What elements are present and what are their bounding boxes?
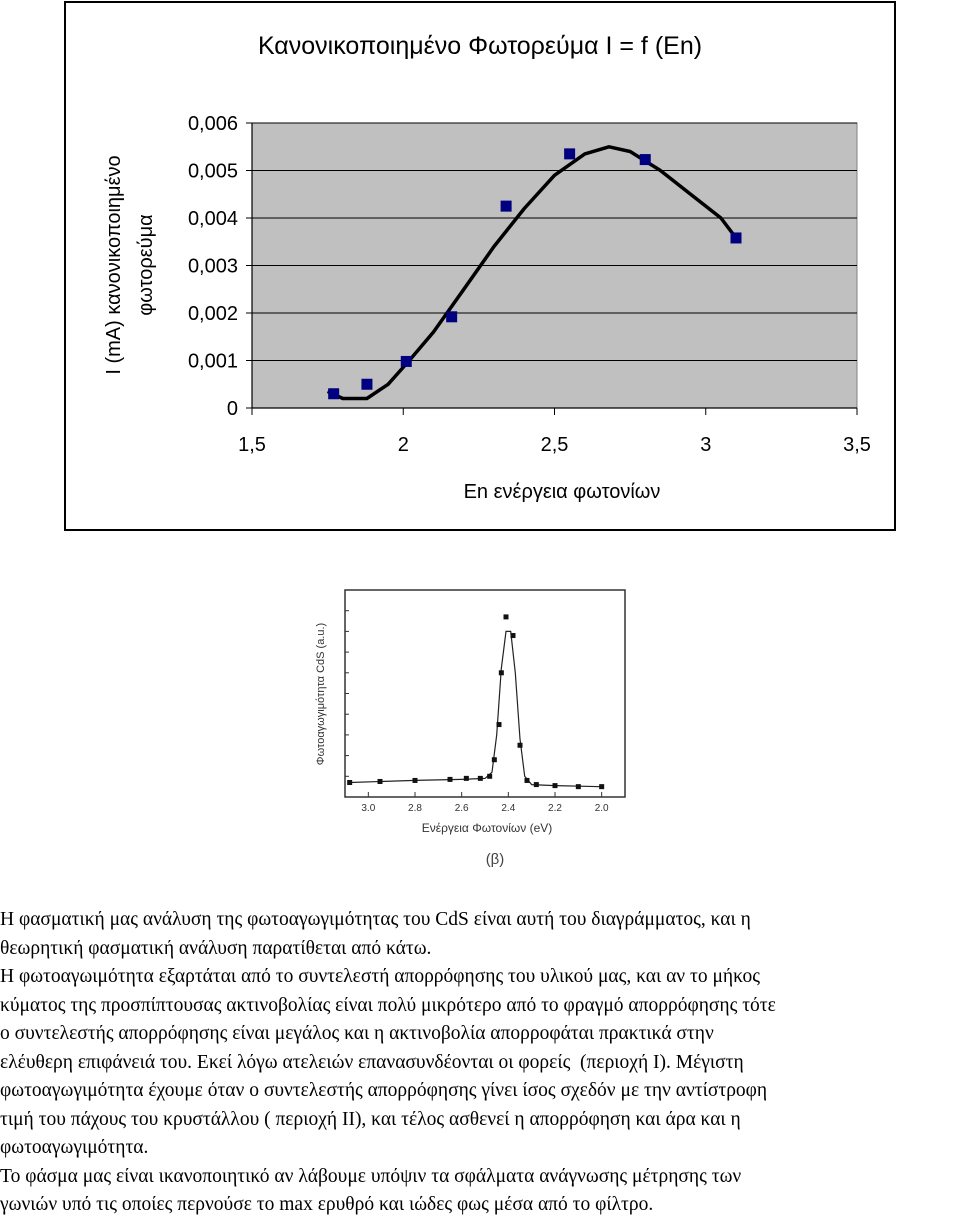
x-tick-label: 2,5	[540, 434, 569, 456]
y-tick-label: 0,002	[187, 303, 238, 325]
y-axis-title-line2: φωτορεύμα	[135, 214, 157, 316]
data-point	[640, 154, 651, 165]
reference-spectrum-svg	[300, 582, 640, 872]
text-line: θεωρητική φασματική ανάλυση παρατίθεται από κάτω.	[0, 937, 432, 959]
reference-spectrum-figure	[300, 582, 640, 872]
frame	[345, 590, 625, 797]
text-line: φωτοαγωγιμότητα.	[0, 1137, 149, 1158]
paragraph	[0, 906, 960, 963]
y-tick-label: 0,006	[187, 113, 238, 135]
data-point	[361, 379, 372, 390]
text-line: ελέυθερη επιφάνειά του. Εκεί λόγω ατελειών επανασυνδέονται οι φορείς (περιοχή Ι). Μέγιστη	[0, 1051, 744, 1073]
data-point	[504, 614, 509, 619]
data-point	[564, 148, 575, 159]
data-point	[378, 779, 383, 784]
x-tick-label: 2.4	[501, 803, 516, 814]
paragraph	[0, 963, 960, 1163]
description-text	[0, 906, 960, 1220]
y-tick-label: 0,004	[187, 208, 238, 230]
text-line: κύματος της προσπίπτουσας ακτινοβολίας είναι πολύ μικρότερο από το φραγμό απορρόφησης τότε	[0, 994, 776, 1016]
photocurrent-chart	[64, 1, 896, 531]
x-tick-label: 2.6	[454, 803, 469, 814]
x-axis-title: Ενέργεια Φωτονίων (eV)	[421, 821, 553, 835]
x-axis-title: En ενέργεια φωτονίων	[463, 481, 661, 503]
x-tick-label: 1,5	[238, 434, 266, 456]
x-tick-label: 3,5	[843, 434, 871, 456]
text-line: τιμή του πάχους του κρυστάλλου ( περιοχή ΙΙ), και τέλος ασθενεί η απορρόφηση και άρα και η	[0, 1108, 741, 1130]
data-point	[576, 784, 581, 789]
fit-curve	[350, 631, 602, 786]
text-line: γωνιών υπό τις οποίες περνούσε το max ερυθρό και ιώδες φως μέσα από το φίλτρο.	[0, 1194, 654, 1215]
data-point	[446, 311, 457, 322]
data-point	[492, 757, 497, 762]
y-tick-label: 0	[226, 398, 238, 420]
y-axis-title: Φωτοαγωγιμότητα CdS (a.u.)	[315, 622, 327, 766]
data-point	[413, 778, 418, 783]
data-point	[497, 722, 502, 727]
x-tick-label: 2	[397, 434, 409, 456]
data-point	[478, 776, 483, 781]
data-point	[511, 633, 516, 638]
data-point	[553, 783, 558, 788]
y-tick-label: 0,005	[187, 160, 238, 183]
y-tick-label: 0,003	[187, 255, 238, 278]
data-point	[599, 784, 604, 789]
data-point	[525, 778, 530, 783]
x-tick-label: 2.0	[594, 803, 609, 814]
x-tick-label: 2.8	[408, 803, 422, 814]
y-tick-label: 0,001	[187, 350, 238, 373]
data-point	[499, 670, 504, 675]
data-point	[501, 201, 512, 212]
data-point	[534, 782, 539, 787]
photocurrent-chart-svg	[66, 3, 894, 529]
chart-title: Κανονικοποιημένο Φωτορεύμα I = f (En)	[257, 32, 703, 60]
data-point	[328, 388, 339, 399]
text-line: φωτοαγωγιμότητα έχουμε όταν ο συντελεστής απορρόφησης γίνει ίσος σχεδόν με την αντίστροφη	[0, 1080, 768, 1101]
x-tick-label: 2.2	[548, 803, 562, 814]
text-line: ο συντελεστής απορρόφησης είναι μεγάλος και η ακτινοβολία απορροφάται πρακτικά στην	[0, 1023, 714, 1044]
data-point	[448, 777, 453, 782]
y-axis-title-line1: I (mA) κανονικοποιημένο	[103, 155, 125, 375]
data-point	[487, 774, 492, 779]
data-point	[518, 743, 523, 748]
data-point	[464, 776, 469, 781]
text-line: Η φωτοαγωιμότητα εξαρτάται από το συντελεστή απορρόφησης του υλικού μας, και αν το μήκος	[0, 966, 760, 987]
text-line: Το φάσμα μας είναι ικανοποιητικό αν λάβουμε υπόψιν τα σφάλματα ανάγνωσης μέτρησης των	[0, 1165, 742, 1187]
data-point	[401, 356, 412, 367]
paragraph	[0, 1163, 960, 1220]
data-point	[731, 232, 742, 243]
x-tick-label: 3	[700, 434, 712, 456]
x-tick-label: 3.0	[361, 803, 376, 814]
data-point	[347, 780, 352, 785]
figure-caption: (β)	[485, 851, 505, 868]
text-line: Η φασματική μας ανάλυση της φωτοαγωγιμότητας του CdS είναι αυτή του διαγράμματος, και η	[0, 909, 751, 930]
